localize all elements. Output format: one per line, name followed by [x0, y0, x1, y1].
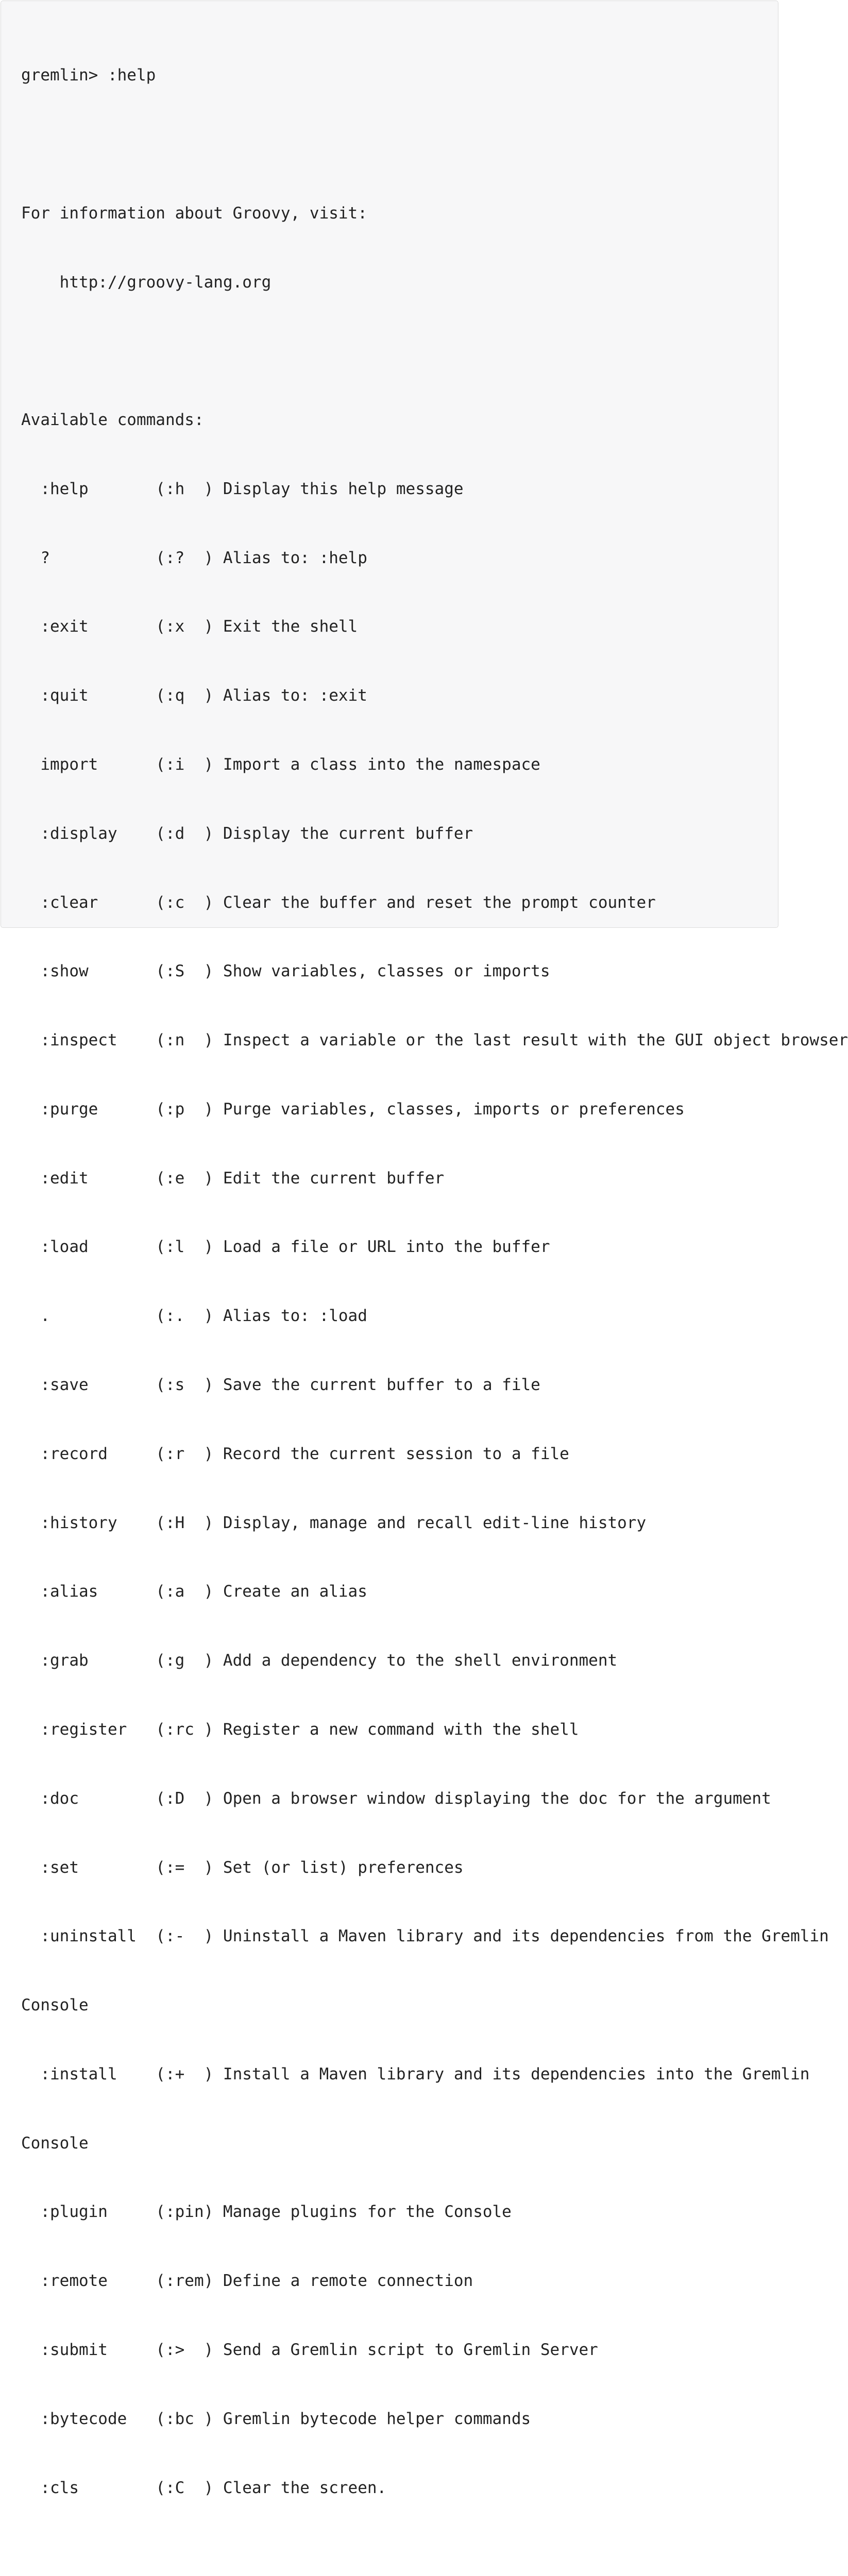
blank-line: [21, 133, 778, 156]
command-line: :save (:s ) Save the current buffer to a file: [21, 1376, 540, 1395]
command-line: :record (:r ) Record the current session to a file: [21, 1444, 569, 1463]
command-line: :install (:+ ) Install a Maven library and its dependencies into the Gremlin: [21, 2064, 810, 2083]
blank-line: [21, 340, 778, 363]
console-output[interactable]: [1, 1, 848, 2497]
blank-line: [21, 2545, 778, 2568]
command-line: :submit (:> ) Send a Gremlin script to Gremlin Server: [21, 2340, 598, 2359]
command-line: :show (:S ) Show variables, classes or imports: [21, 962, 550, 981]
groovy-info-heading: For information about Groovy, visit:: [21, 204, 367, 223]
groovy-url: http://groovy-lang.org: [21, 273, 272, 292]
command-line: :uninstall (:- ) Uninstall a Maven library and its dependencies from the Gremlin: [21, 1927, 829, 1946]
command-line: :help (:h ) Display this help message: [21, 479, 464, 498]
command-line: :grab (:g ) Add a dependency to the shell environment: [21, 1651, 618, 1670]
command-line: :history (:H ) Display, manage and recall edit-line history: [21, 1513, 647, 1532]
command-line: import (:i ) Import a class into the namespace: [21, 755, 540, 774]
command-line: :clear (:c ) Clear the buffer and reset the prompt counter: [21, 893, 656, 912]
command-line: :plugin (:pin) Manage plugins for the Console: [21, 2202, 512, 2222]
command-line: :cls (:C ) Clear the screen.: [21, 2478, 387, 2497]
command-line: :set (:= ) Set (or list) preferences: [21, 1858, 464, 1877]
command-line: :register (:rc ) Register a new command with the shell: [21, 1720, 579, 1739]
command-line: Console: [21, 2133, 89, 2153]
command-line: :remote (:rem) Define a remote connection: [21, 2272, 473, 2291]
command-line: :purge (:p ) Purge variables, classes, imports or preferences: [21, 1099, 685, 1118]
command-line: Console: [21, 1996, 89, 2015]
command-line: :quit (:q ) Alias to: :exit: [21, 686, 367, 705]
command-line: :exit (:x ) Exit the shell: [21, 617, 358, 636]
command-line: :doc (:D ) Open a browser window displaying the doc for the argument: [21, 1789, 771, 1808]
command-line: :display (:d ) Display the current buffer: [21, 824, 473, 843]
command-line: :edit (:e ) Edit the current buffer: [21, 1168, 445, 1188]
command-line: :bytecode (:bc ) Gremlin bytecode helper commands: [21, 2409, 531, 2428]
command-line: :inspect (:n ) Inspect a variable or the last result with the GUI object browser: [21, 1031, 848, 1050]
commands-heading: Available commands:: [21, 411, 204, 430]
command-line: :load (:l ) Load a file or URL into the buffer: [21, 1238, 550, 1257]
command-line: :alias (:a ) Create an alias: [21, 1582, 367, 1601]
command-line: ? (:? ) Alias to: :help: [21, 548, 367, 567]
prompt-line: gremlin> :help: [21, 66, 156, 85]
command-line: . (:. ) Alias to: :load: [21, 1307, 367, 1326]
